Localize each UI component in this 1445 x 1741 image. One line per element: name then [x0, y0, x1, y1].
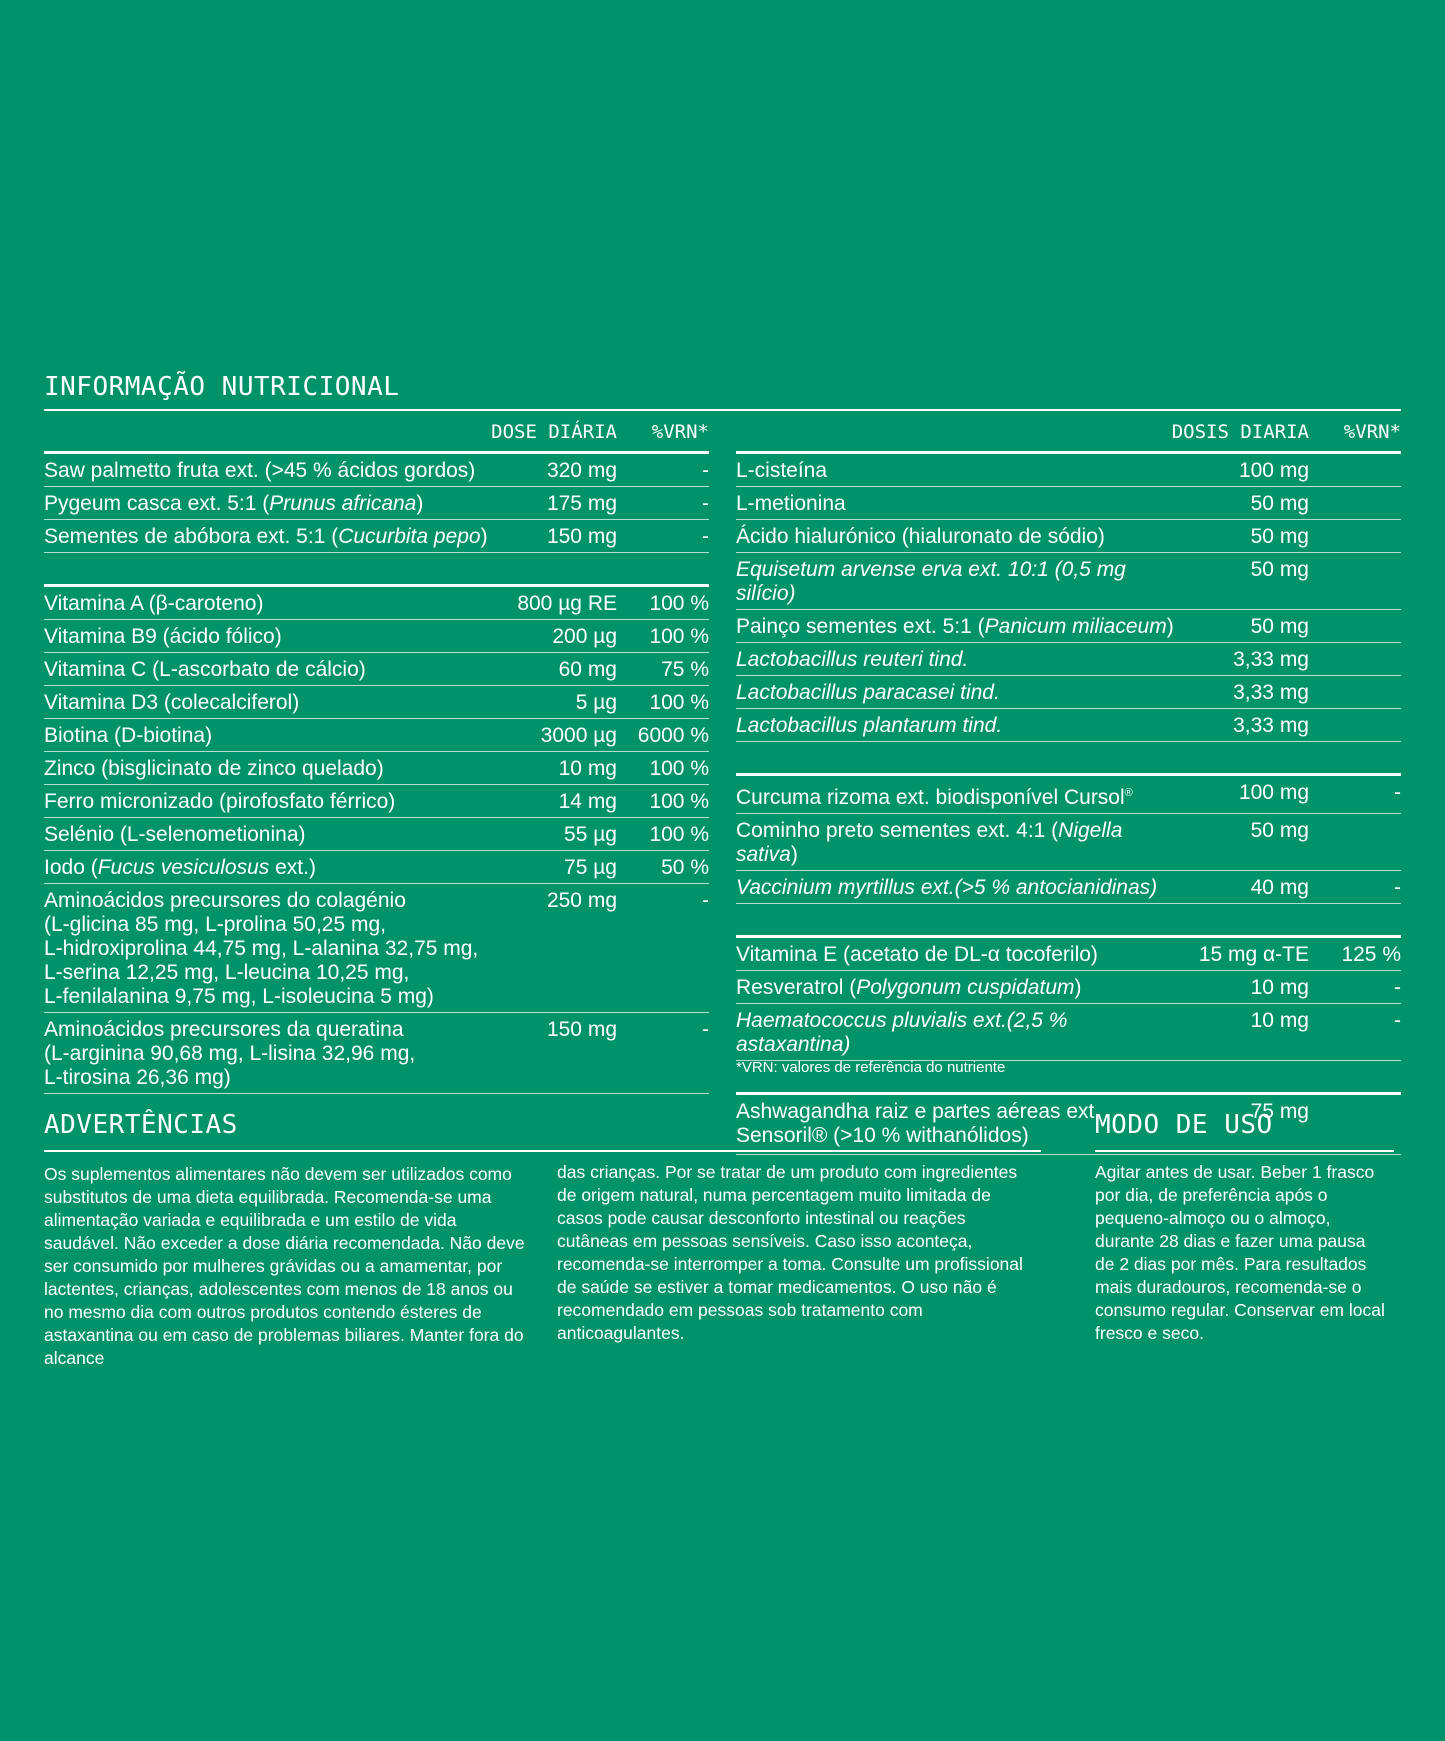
table-row	[736, 971, 1401, 1004]
registered-mark: ®	[1124, 787, 1133, 799]
vrn-percent: 75 %	[661, 658, 709, 681]
ingredient-text-end: )	[1074, 976, 1082, 999]
ingredient-latin: Nigella sativa	[736, 819, 1123, 866]
ingredient-text: Curcuma rizoma ext. biodisponível Cursol	[736, 786, 1125, 809]
daily-dose: 75 mg	[1250, 1100, 1309, 1123]
ingredient-text: L-cisteína	[736, 459, 828, 482]
ingredient-text: Vitamina E (acetato de DL-α tocoferilo)	[736, 943, 1098, 966]
daily-dose: 10 mg	[1250, 976, 1309, 999]
ingredient-text: Biotina (D-biotina)	[44, 724, 213, 747]
daily-dose: 50 mg	[1250, 525, 1309, 548]
group-gap	[44, 553, 709, 584]
table-row	[44, 587, 709, 620]
daily-dose: 50 mg	[1250, 492, 1309, 515]
nutrition-table-left	[44, 411, 709, 1094]
daily-dose: 40 mg	[1250, 876, 1309, 899]
ingredient-latin: Haematococcus pluvialis ext.(2,5 % astaxantina)	[736, 1009, 1068, 1056]
table-body	[736, 454, 1401, 1155]
warnings-text-col2: das crianças. Por se tratar de um produto com ingredientes de origem natural, numa percentagem muito limitada de casos pode causar desconforto intestinal ou reações cutâneas em pessoas sensíveis. Caso isso aconteça, recomenda-se interromper a toma. Consulte um profissional de saúde se estiver a tomar medicamentos. O uso não é recomendado em pessoas sob tratamento com anticoagulantes.	[557, 1162, 1023, 1343]
divider	[1095, 1150, 1394, 1152]
ingredient-latin: Prunus africana	[269, 492, 417, 515]
table-row	[44, 818, 709, 851]
daily-dose: 100 mg	[1238, 781, 1309, 804]
table-header	[44, 411, 709, 451]
table-row	[736, 871, 1401, 904]
group-gap	[736, 904, 1401, 935]
table-row	[736, 487, 1401, 520]
daily-dose: 50 mg	[1250, 615, 1309, 638]
ingredient-text-end: )	[480, 525, 488, 548]
table-row	[736, 1095, 1401, 1155]
vrn-percent: 100 %	[649, 625, 709, 648]
divider	[44, 1150, 1041, 1152]
vrn-percent: -	[702, 492, 709, 515]
daily-dose: 14 mg	[558, 790, 617, 813]
ingredient-latin: Lactobacillus reuteri tind.	[736, 648, 969, 671]
table-row	[736, 520, 1401, 553]
table-body	[44, 454, 709, 1094]
daily-dose: 3,33 mg	[1233, 648, 1309, 671]
vrn-header: %VRN*	[651, 421, 709, 443]
vrn-percent: 100 %	[649, 823, 709, 846]
vrn-percent: 6000 %	[637, 724, 709, 747]
vrn-percent: 100 %	[649, 691, 709, 714]
daily-dose: 60 mg	[558, 658, 617, 681]
table-row	[736, 814, 1401, 871]
daily-dose: 150 mg	[546, 1018, 617, 1041]
table-row	[736, 938, 1401, 971]
vrn-percent: -	[702, 459, 709, 482]
daily-dose: 15 mg α-TE	[1198, 943, 1309, 966]
ingredient-latin: Polygonum cuspidatum	[856, 976, 1075, 999]
table-row	[736, 776, 1401, 814]
vrn-percent: 125 %	[1341, 943, 1401, 966]
ingredient-text-end: ext.)	[269, 856, 316, 879]
warnings-text-col1: Os suplementos alimentares não devem ser utilizados como substitutos de uma dieta equilibrada. Recomenda-se uma alimentação variada e equilibrada e um estilo de vida saudável. Não exceder a dose diária recomendada. Não deve ser consumido por mulheres grávidas ou a amamentar, por lactentes, crianças, adolescentes com menos de 18 anos ou no mesmo dia com outros produtos contendo ésteres de astaxantina ou em caso de problemas biliares. Manter fora do alcance	[44, 1164, 525, 1368]
ingredient-text: Iodo (	[44, 856, 98, 879]
ingredient-text: Ácido hialurónico (hialuronato de sódio)	[736, 525, 1105, 548]
daily-dose: 250 mg	[546, 889, 617, 912]
ingredient-text: Saw palmetto fruta ext. (>45 % ácidos gordos)	[44, 459, 476, 482]
table-header	[736, 411, 1401, 451]
table-row	[44, 487, 709, 520]
ingredient-text: Painço sementes ext. 5:1 (	[736, 615, 985, 638]
ingredient-text-end: )	[790, 843, 798, 866]
daily-dose: 10 mg	[1250, 1009, 1309, 1032]
table-row	[44, 520, 709, 553]
ingredient-text-end: )	[1166, 615, 1174, 638]
ingredient-text: Cominho preto sementes ext. 4:1 (	[736, 819, 1059, 842]
vrn-footnote: *VRN: valores de referência do nutriente	[736, 1059, 1006, 1076]
table-row	[736, 553, 1401, 610]
usage-title: MODO DE USO	[1095, 1110, 1273, 1140]
vrn-percent: -	[702, 889, 709, 912]
warnings-title: ADVERTÊNCIAS	[44, 1110, 238, 1140]
ingredient-text: Vitamina C (L-ascorbato de cálcio)	[44, 658, 366, 681]
ingredient-latin: Equisetum arvense erva ext. 10:1 (0,5 mg silício)	[736, 558, 1126, 605]
daily-dose: 50 mg	[1250, 558, 1309, 581]
ingredient-text: Sementes de abóbora ext. 5:1 (	[44, 525, 339, 548]
ingredient-text: Vitamina D3 (colecalciferol)	[44, 691, 300, 714]
group-gap	[736, 742, 1401, 773]
daily-dose: 320 mg	[546, 459, 617, 482]
vrn-header: %VRN*	[1343, 421, 1401, 443]
table-row	[736, 643, 1401, 676]
table-row	[44, 1013, 709, 1094]
ingredient-latin: Panicum miliaceum	[984, 615, 1167, 638]
ingredient-text: Aminoácidos precursores do colagénio (L-glicina 85 mg, L-prolina 50,25 mg, L-hidroxiprolina 44,75 mg, L-alanina 32,75 mg, L-serina 12,25 mg, L-leucina 10,25 mg, L-fenilalanina 9,75 mg, L-isoleucina 5 mg)	[44, 889, 479, 1008]
daily-dose: 800 µg RE	[517, 592, 617, 615]
ingredient-latin: Vaccinium myrtillus ext.(>5 % antocianidinas)	[736, 876, 1158, 899]
daily-dose: 3,33 mg	[1233, 681, 1309, 704]
vrn-percent: 50 %	[661, 856, 709, 879]
nutrition-table-right	[736, 411, 1401, 1155]
daily-dose: 50 mg	[1250, 819, 1309, 842]
daily-dose: 100 mg	[1238, 459, 1309, 482]
daily-dose: 5 µg	[575, 691, 617, 714]
table-row	[44, 851, 709, 884]
ingredient-latin: Fucus vesiculosus	[97, 856, 270, 879]
daily-dose: 175 mg	[546, 492, 617, 515]
vrn-percent: -	[702, 1018, 709, 1041]
vrn-percent: -	[702, 525, 709, 548]
table-row	[44, 686, 709, 719]
ingredient-text: Vitamina B9 (ácido fólico)	[44, 625, 282, 648]
vrn-percent: 100 %	[649, 790, 709, 813]
table-row	[736, 454, 1401, 487]
ingredient-latin: Cucurbita pepo	[338, 525, 481, 548]
ingredient-text-end: )	[416, 492, 424, 515]
ingredient-text: Selénio (L-selenometionina)	[44, 823, 306, 846]
vrn-percent: -	[1394, 781, 1401, 804]
table-row	[736, 610, 1401, 643]
dose-header: DOSIS DIARIA	[1171, 421, 1309, 443]
dose-header: DOSE DIÁRIA	[491, 421, 617, 443]
table-row	[44, 454, 709, 487]
table-row	[736, 676, 1401, 709]
usage-text: Agitar antes de usar. Beber 1 frasco por dia, de preferência após o pequeno-almoço ou o almoço, durante 28 dias e fazer uma pausa de 2 dias por mês. Para resultados mais duradouros, recomenda-se o consumo regular. Conservar em local fresco e seco.	[1095, 1162, 1385, 1343]
ingredient-latin: Lactobacillus paracasei tind.	[736, 681, 1000, 704]
daily-dose: 3000 µg	[540, 724, 617, 747]
ingredient-text: Vitamina A (β-caroteno)	[44, 592, 264, 615]
daily-dose: 55 µg	[564, 823, 617, 846]
table-row	[736, 1004, 1401, 1061]
daily-dose: 75 µg	[564, 856, 617, 879]
page-title: INFORMAÇÃO NUTRICIONAL	[44, 372, 400, 402]
ingredient-text: Resveratrol (	[736, 976, 857, 999]
ingredient-text: L-metionina	[736, 492, 846, 515]
daily-dose: 10 mg	[558, 757, 617, 780]
vrn-percent: 100 %	[649, 757, 709, 780]
vrn-percent: -	[1394, 976, 1401, 999]
vrn-percent: 100 %	[649, 592, 709, 615]
table-row	[44, 752, 709, 785]
vrn-percent: -	[1394, 876, 1401, 899]
table-row	[736, 709, 1401, 742]
daily-dose: 150 mg	[546, 525, 617, 548]
ingredient-text: Zinco (bisglicinato de zinco quelado)	[44, 757, 384, 780]
vrn-percent: -	[1394, 1009, 1401, 1032]
table-row	[44, 620, 709, 653]
table-row	[44, 785, 709, 818]
table-row	[44, 719, 709, 752]
daily-dose: 200 µg	[552, 625, 617, 648]
ingredient-text: Ashwagandha raiz e partes aéreas ext. Sensoril® (>10 % withanólidos)	[736, 1100, 1101, 1147]
ingredient-latin: Lactobacillus plantarum tind.	[736, 714, 1003, 737]
table-row	[44, 884, 709, 1013]
ingredient-text: Ferro micronizado (pirofosfato férrico)	[44, 790, 396, 813]
table-row	[44, 653, 709, 686]
ingredient-text: Aminoácidos precursores da queratina (L-arginina 90,68 mg, L-lisina 32,96 mg, L-tirosina 26,36 mg)	[44, 1018, 416, 1089]
daily-dose: 3,33 mg	[1233, 714, 1309, 737]
ingredient-text: Pygeum casca ext. 5:1 (	[44, 492, 270, 515]
